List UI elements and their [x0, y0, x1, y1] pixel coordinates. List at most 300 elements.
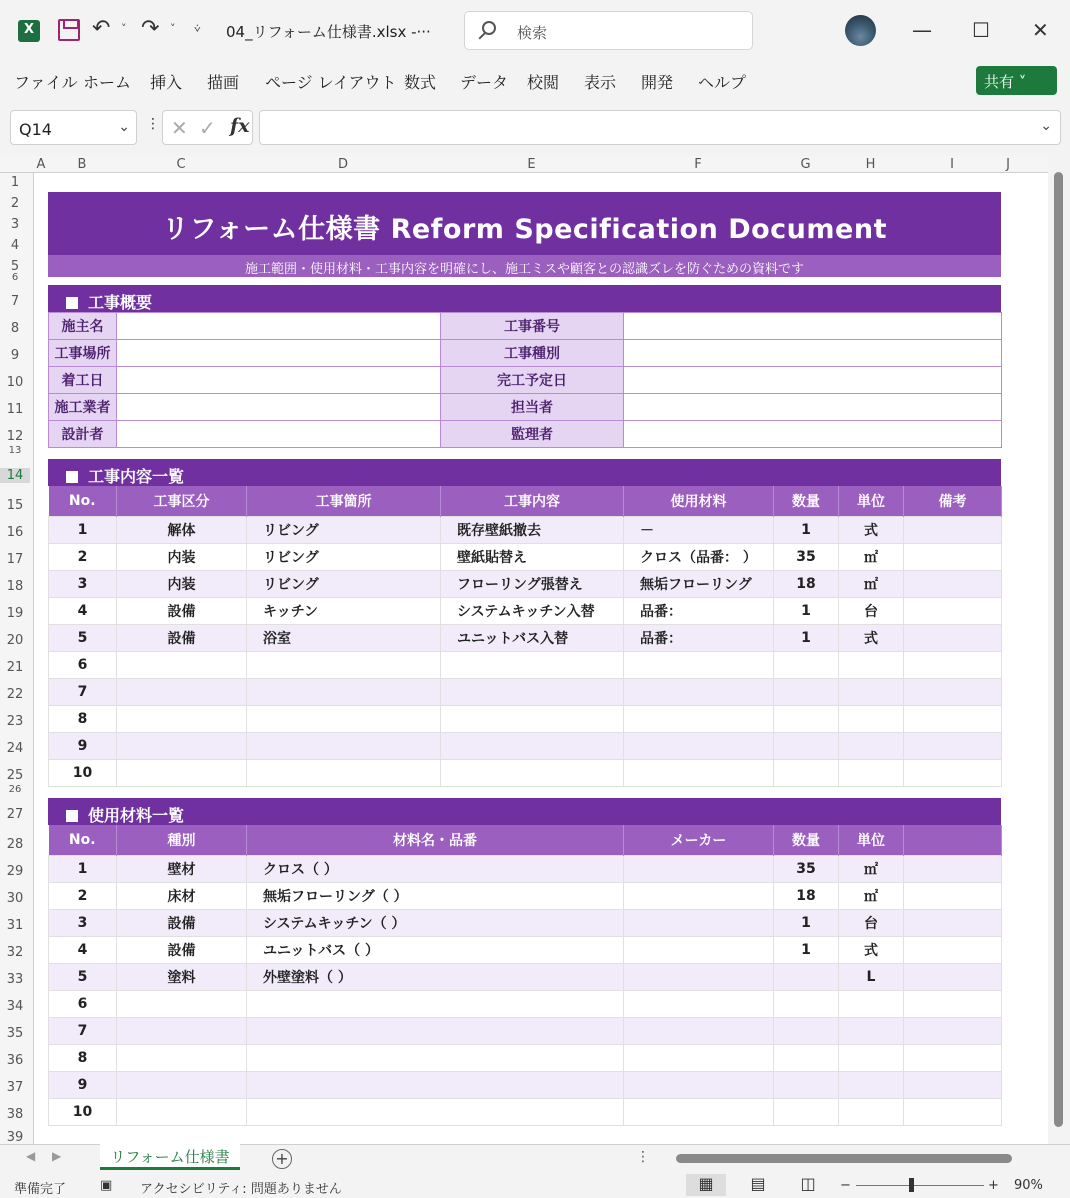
column-header-f[interactable]: F: [694, 157, 702, 172]
horizontal-scrollbar[interactable]: [656, 1150, 1048, 1166]
row-header[interactable]: 31: [6, 918, 24, 933]
works-cell[interactable]: [624, 759, 774, 786]
works-cell[interactable]: [904, 516, 1002, 543]
works-cell[interactable]: ㎡: [839, 543, 904, 570]
materials-cell[interactable]: [904, 1044, 1002, 1071]
works-cell[interactable]: [774, 651, 839, 678]
materials-cell[interactable]: 5: [49, 963, 117, 990]
materials-cell[interactable]: システムキッチン（ ）: [247, 909, 624, 936]
materials-cell[interactable]: [117, 990, 247, 1017]
works-cell[interactable]: [774, 759, 839, 786]
overview-row: [49, 313, 1002, 340]
row-header[interactable]: 32: [6, 945, 24, 960]
row-header[interactable]: 17: [6, 552, 24, 567]
expand-formula-icon[interactable]: ⌄: [1040, 118, 1052, 134]
materials-cell[interactable]: 8: [49, 1044, 117, 1071]
formula-bar: [0, 100, 1070, 156]
row-header[interactable]: 26: [8, 784, 22, 795]
menu-formulas[interactable]: 数式: [404, 73, 437, 92]
name-box[interactable]: [10, 110, 137, 145]
normal-view-icon[interactable]: ▦: [686, 1174, 726, 1196]
materials-cell[interactable]: [247, 1071, 624, 1098]
maximize-button[interactable]: ☐: [972, 18, 990, 42]
materials-cell[interactable]: 6: [49, 990, 117, 1017]
works-cell[interactable]: 設備: [117, 624, 247, 651]
works-cell[interactable]: 解体: [117, 516, 247, 543]
works-cell[interactable]: 台: [839, 597, 904, 624]
materials-cell[interactable]: [904, 1071, 1002, 1098]
table-row: [49, 936, 1002, 963]
works-cell[interactable]: [247, 732, 441, 759]
row-header[interactable]: 18: [6, 579, 24, 594]
materials-cell[interactable]: [904, 1017, 1002, 1044]
materials-cell[interactable]: [247, 990, 624, 1017]
materials-cell[interactable]: [774, 1017, 839, 1044]
name-box-value: Q14: [19, 120, 52, 139]
materials-cell[interactable]: [624, 882, 774, 909]
works-cell[interactable]: [441, 678, 624, 705]
works-cell[interactable]: 3: [49, 570, 117, 597]
search-placeholder: 検索: [517, 24, 548, 42]
materials-cell[interactable]: L: [839, 963, 904, 990]
works-cell[interactable]: ユニットバス入替: [441, 624, 624, 651]
share-label: 共有 ˅: [984, 73, 1027, 91]
materials-cell[interactable]: [904, 909, 1002, 936]
row-header[interactable]: 12: [6, 429, 24, 444]
works-column-header: 単位: [839, 486, 904, 516]
overview-value[interactable]: [117, 394, 441, 421]
undo-dropdown-icon[interactable]: ˅: [121, 22, 127, 35]
works-cell[interactable]: システムキッチン入替: [441, 597, 624, 624]
materials-cell[interactable]: [624, 1098, 774, 1125]
materials-cell[interactable]: [624, 909, 774, 936]
overview-label: 施主名: [49, 313, 117, 340]
tab-scroll-right-icon[interactable]: ▶: [52, 1149, 62, 1163]
page-break-view-icon[interactable]: ◫: [800, 1174, 816, 1193]
works-table: [48, 486, 1002, 787]
materials-cell[interactable]: 35: [774, 855, 839, 882]
works-cell[interactable]: [117, 759, 247, 786]
works-cell[interactable]: [839, 678, 904, 705]
works-cell[interactable]: [904, 543, 1002, 570]
materials-cell[interactable]: 塗料: [117, 963, 247, 990]
materials-cell[interactable]: [904, 882, 1002, 909]
row-header[interactable]: 22: [6, 687, 24, 702]
works-cell[interactable]: [247, 651, 441, 678]
materials-cell[interactable]: 9: [49, 1071, 117, 1098]
avatar[interactable]: [845, 15, 876, 46]
works-cell[interactable]: 式: [839, 516, 904, 543]
materials-cell[interactable]: [774, 1044, 839, 1071]
square-bullet-icon: [66, 297, 78, 309]
works-cell[interactable]: [839, 759, 904, 786]
works-cell[interactable]: [839, 732, 904, 759]
row-header[interactable]: 13: [8, 445, 22, 456]
materials-cell[interactable]: [904, 1098, 1002, 1125]
overview-row: [49, 340, 1002, 367]
works-cell[interactable]: [839, 705, 904, 732]
add-sheet-icon[interactable]: +: [272, 1149, 292, 1169]
overview-value[interactable]: [117, 421, 441, 448]
works-column-header: No.: [49, 486, 117, 516]
works-cell[interactable]: [441, 759, 624, 786]
row-header[interactable]: 25: [6, 768, 24, 783]
materials-cell[interactable]: 3: [49, 909, 117, 936]
materials-cell[interactable]: [904, 936, 1002, 963]
materials-cell[interactable]: [624, 1071, 774, 1098]
row-header[interactable]: 8: [10, 321, 20, 336]
works-column-header: 工事区分: [117, 486, 247, 516]
works-cell[interactable]: キッチン: [247, 597, 441, 624]
materials-cell[interactable]: 1: [774, 936, 839, 963]
row-header[interactable]: 6: [11, 272, 19, 283]
materials-cell[interactable]: 1: [49, 855, 117, 882]
works-cell[interactable]: 1: [49, 516, 117, 543]
column-header-a[interactable]: A: [36, 157, 46, 172]
zoom-slider[interactable]: [856, 1185, 984, 1186]
materials-cell[interactable]: クロス（ ）: [247, 855, 624, 882]
row-header[interactable]: 21: [6, 660, 24, 675]
table-row: [49, 1098, 1002, 1125]
menu-review[interactable]: 校閲: [527, 73, 560, 92]
column-header-j[interactable]: J: [1006, 157, 1010, 172]
works-cell[interactable]: [774, 732, 839, 759]
row-header[interactable]: 19: [6, 606, 24, 621]
redo-dropdown-icon[interactable]: ˅: [170, 22, 176, 35]
zoom-in-button[interactable]: +: [988, 1178, 999, 1193]
row-header[interactable]: 27: [6, 807, 24, 822]
row-header[interactable]: 10: [6, 375, 24, 390]
materials-column-header: メーカー: [624, 825, 774, 855]
works-cell[interactable]: [624, 651, 774, 678]
overview-label: 設計者: [49, 421, 117, 448]
materials-cell[interactable]: [247, 1044, 624, 1071]
works-cell[interactable]: [441, 705, 624, 732]
row-header[interactable]: 16: [6, 525, 24, 540]
table-row: [49, 624, 1002, 651]
materials-cell[interactable]: [117, 1098, 247, 1125]
works-cell[interactable]: リビング: [247, 516, 441, 543]
column-header-d[interactable]: D: [337, 157, 348, 172]
works-cell[interactable]: [247, 705, 441, 732]
overview-row: [49, 367, 1002, 394]
menu-data[interactable]: データ: [460, 73, 509, 92]
works-cell[interactable]: [441, 651, 624, 678]
row-header[interactable]: 1: [10, 175, 20, 190]
formula-input[interactable]: [259, 110, 1061, 145]
menu-draw[interactable]: 描画: [207, 73, 240, 92]
menu-insert[interactable]: 挿入: [150, 73, 183, 92]
materials-cell[interactable]: [247, 1098, 624, 1125]
works-cell[interactable]: 設備: [117, 597, 247, 624]
materials-cell[interactable]: [624, 1044, 774, 1071]
materials-cell[interactable]: ㎡: [839, 855, 904, 882]
row-header[interactable]: 33: [6, 972, 24, 987]
section-works-title: 工事内容一覧: [88, 467, 185, 486]
materials-cell[interactable]: [839, 990, 904, 1017]
works-cell[interactable]: 1: [774, 516, 839, 543]
table-row: [49, 543, 1002, 570]
menu-home[interactable]: ホーム: [83, 73, 132, 92]
works-cell[interactable]: [117, 705, 247, 732]
page-layout-view-icon[interactable]: ▤: [750, 1174, 766, 1193]
row-header[interactable]: 30: [6, 891, 24, 906]
materials-cell[interactable]: [904, 855, 1002, 882]
works-cell[interactable]: 内装: [117, 570, 247, 597]
row-header[interactable]: 28: [6, 837, 24, 852]
overview-value[interactable]: [624, 313, 1002, 340]
works-cell[interactable]: [624, 732, 774, 759]
section-materials-title: 使用材料一覧: [88, 806, 185, 825]
menu-developer[interactable]: 開発: [641, 73, 674, 92]
row-header[interactable]: 7: [10, 294, 20, 309]
materials-cell[interactable]: [774, 990, 839, 1017]
materials-cell[interactable]: [839, 1017, 904, 1044]
overview-label: 工事場所: [49, 340, 117, 367]
works-cell[interactable]: リビング: [247, 543, 441, 570]
row-header[interactable]: 15: [6, 498, 24, 513]
overview-row: [49, 394, 1002, 421]
materials-cell[interactable]: [117, 1044, 247, 1071]
cancel-icon[interactable]: ✕: [171, 116, 188, 140]
works-cell[interactable]: 壁紙貼替え: [441, 543, 624, 570]
table-row: [49, 909, 1002, 936]
row-header[interactable]: 9: [10, 348, 20, 363]
works-cell[interactable]: 1: [774, 597, 839, 624]
works-cell[interactable]: [117, 732, 247, 759]
row-header[interactable]: 20: [6, 633, 24, 648]
works-cell[interactable]: クロス（品番： ）: [624, 543, 774, 570]
materials-cell[interactable]: [839, 1071, 904, 1098]
table-row: [49, 1071, 1002, 1098]
materials-cell[interactable]: 台: [839, 909, 904, 936]
column-header-i[interactable]: I: [950, 157, 954, 172]
works-cell[interactable]: [774, 705, 839, 732]
close-button[interactable]: ✕: [1032, 18, 1049, 42]
works-cell[interactable]: [774, 678, 839, 705]
works-cell[interactable]: [904, 651, 1002, 678]
materials-cell[interactable]: 10: [49, 1098, 117, 1125]
macro-record-icon[interactable]: ▣: [100, 1178, 113, 1193]
works-cell[interactable]: 内装: [117, 543, 247, 570]
works-cell[interactable]: [247, 759, 441, 786]
works-cell[interactable]: [117, 651, 247, 678]
works-cell[interactable]: 18: [774, 570, 839, 597]
row-header[interactable]: 5: [10, 259, 20, 274]
materials-cell[interactable]: [624, 990, 774, 1017]
materials-cell[interactable]: 7: [49, 1017, 117, 1044]
table-row: [49, 732, 1002, 759]
works-cell[interactable]: [247, 678, 441, 705]
materials-cell[interactable]: [839, 1044, 904, 1071]
document-sheet: [48, 192, 1001, 1126]
column-header-b[interactable]: B: [77, 157, 87, 172]
materials-cell[interactable]: [624, 963, 774, 990]
overview-value[interactable]: [624, 421, 1002, 448]
section-materials-header: [48, 798, 1001, 825]
materials-cell[interactable]: [839, 1098, 904, 1125]
row-header[interactable]: 37: [6, 1080, 24, 1095]
sheet-tab-active[interactable]: リフォーム仕様書: [100, 1144, 240, 1170]
menu-page-layout[interactable]: ページ レイアウト: [265, 73, 397, 92]
scrollbar-thumb[interactable]: [1054, 172, 1063, 1127]
search-box[interactable]: [464, 11, 753, 50]
overview-label: 完工予定日: [441, 367, 624, 394]
overview-label: 工事種別: [441, 340, 624, 367]
zoom-level[interactable]: 90%: [1014, 1178, 1043, 1193]
customize-toolbar-icon[interactable]: ⩒: [194, 22, 201, 35]
column-header-h[interactable]: H: [865, 157, 876, 172]
materials-cell[interactable]: 18: [774, 882, 839, 909]
overview-value[interactable]: [117, 340, 441, 367]
works-cell[interactable]: [117, 678, 247, 705]
row-header[interactable]: 29: [6, 864, 24, 879]
works-cell[interactable]: 5: [49, 624, 117, 651]
works-cell[interactable]: 1: [774, 624, 839, 651]
tab-scroll-left-icon[interactable]: ◀: [26, 1149, 36, 1163]
materials-cell[interactable]: [624, 1017, 774, 1044]
works-cell[interactable]: 浴室: [247, 624, 441, 651]
works-cell[interactable]: －: [624, 516, 774, 543]
works-cell[interactable]: 無垢フローリング: [624, 570, 774, 597]
row-header[interactable]: 36: [6, 1053, 24, 1068]
overview-value[interactable]: [117, 367, 441, 394]
works-cell[interactable]: ㎡: [839, 570, 904, 597]
redo-icon[interactable]: ↷: [141, 16, 160, 41]
works-cell[interactable]: [624, 705, 774, 732]
works-cell[interactable]: [904, 732, 1002, 759]
materials-cell[interactable]: [904, 963, 1002, 990]
materials-cell[interactable]: 1: [774, 909, 839, 936]
works-cell[interactable]: 品番：: [624, 624, 774, 651]
enter-icon[interactable]: ✓: [199, 116, 216, 140]
row-header[interactable]: 23: [6, 714, 24, 729]
overview-value[interactable]: [624, 367, 1002, 394]
materials-column-header: [904, 825, 1002, 855]
materials-cell[interactable]: [247, 1017, 624, 1044]
overview-value[interactable]: [117, 313, 441, 340]
materials-cell[interactable]: [774, 1098, 839, 1125]
row-header[interactable]: 34: [6, 999, 24, 1014]
works-cell[interactable]: [904, 570, 1002, 597]
works-cell[interactable]: [904, 678, 1002, 705]
menu-file[interactable]: ファイル: [14, 73, 78, 92]
share-button[interactable]: [976, 66, 1057, 95]
row-header[interactable]: 24: [6, 741, 24, 756]
zoom-slider-thumb[interactable]: [909, 1178, 914, 1192]
works-cell[interactable]: 35: [774, 543, 839, 570]
insert-function-icon[interactable]: fx: [230, 115, 250, 137]
works-cell[interactable]: 9: [49, 732, 117, 759]
row-header[interactable]: 3: [10, 217, 20, 232]
chevron-down-icon[interactable]: ⌄: [118, 119, 130, 135]
row-header-selected[interactable]: 14: [0, 468, 30, 483]
table-row: [49, 855, 1002, 882]
works-cell[interactable]: リビング: [247, 570, 441, 597]
materials-cell[interactable]: 設備: [117, 909, 247, 936]
materials-cell[interactable]: 壁材: [117, 855, 247, 882]
column-header-g[interactable]: G: [800, 157, 811, 172]
worksheet-grid[interactable]: [0, 156, 1070, 1144]
materials-cell[interactable]: ㎡: [839, 882, 904, 909]
column-header-c[interactable]: C: [176, 157, 186, 172]
works-cell[interactable]: 2: [49, 543, 117, 570]
row-header[interactable]: 11: [6, 402, 24, 417]
works-column-header: 使用材料: [624, 486, 774, 516]
works-cell[interactable]: [441, 732, 624, 759]
overview-value[interactable]: [624, 394, 1002, 421]
menu-help[interactable]: ヘルプ: [698, 73, 747, 92]
materials-cell[interactable]: [117, 1071, 247, 1098]
materials-cell[interactable]: ユニットバス（ ）: [247, 936, 624, 963]
overview-value[interactable]: [624, 340, 1002, 367]
materials-cell[interactable]: 無垢フローリング（ ）: [247, 882, 624, 909]
works-column-header: 工事箇所: [247, 486, 441, 516]
search-icon: [482, 21, 496, 35]
minimize-button[interactable]: —: [912, 18, 932, 42]
row-header[interactable]: 39: [6, 1130, 24, 1144]
materials-cell[interactable]: [624, 936, 774, 963]
more-icon[interactable]: ⋮: [636, 1149, 650, 1165]
works-cell[interactable]: 4: [49, 597, 117, 624]
works-cell[interactable]: [624, 678, 774, 705]
materials-table: [48, 825, 1002, 1126]
more-icon[interactable]: ⋮: [146, 116, 160, 132]
works-cell[interactable]: 既存壁紙撤去: [441, 516, 624, 543]
works-cell[interactable]: 式: [839, 624, 904, 651]
sheet-tab-bar: [0, 1144, 1070, 1172]
row-header[interactable]: 38: [6, 1107, 24, 1122]
materials-cell[interactable]: 4: [49, 936, 117, 963]
materials-cell[interactable]: [774, 963, 839, 990]
row-header[interactable]: 35: [6, 1026, 24, 1041]
works-column-header: 数量: [774, 486, 839, 516]
works-cell[interactable]: 品番：: [624, 597, 774, 624]
save-icon[interactable]: [58, 19, 80, 41]
materials-cell[interactable]: [117, 1017, 247, 1044]
materials-cell[interactable]: [774, 1071, 839, 1098]
works-cell[interactable]: 7: [49, 678, 117, 705]
zoom-out-button[interactable]: −: [840, 1178, 851, 1193]
works-cell[interactable]: [904, 759, 1002, 786]
works-cell[interactable]: [904, 705, 1002, 732]
row-header[interactable]: 4: [10, 238, 20, 253]
works-cell[interactable]: [904, 597, 1002, 624]
menu-view[interactable]: 表示: [584, 73, 617, 92]
works-cell[interactable]: フローリング張替え: [441, 570, 624, 597]
works-cell[interactable]: 8: [49, 705, 117, 732]
table-row: [49, 1017, 1002, 1044]
vertical-scrollbar[interactable]: [1048, 156, 1070, 1144]
undo-icon[interactable]: ↶: [92, 16, 111, 41]
row-header[interactable]: 2: [10, 196, 20, 211]
works-cell[interactable]: [839, 651, 904, 678]
column-header-e[interactable]: E: [527, 157, 536, 172]
materials-cell[interactable]: 式: [839, 936, 904, 963]
accessibility-status[interactable]: アクセシビリティ: 問題ありません: [140, 1182, 342, 1197]
materials-cell[interactable]: 設備: [117, 936, 247, 963]
materials-cell[interactable]: 床材: [117, 882, 247, 909]
materials-cell[interactable]: 2: [49, 882, 117, 909]
materials-cell[interactable]: [904, 990, 1002, 1017]
works-cell[interactable]: [904, 624, 1002, 651]
works-cell[interactable]: 6: [49, 651, 117, 678]
works-cell[interactable]: 10: [49, 759, 117, 786]
scrollbar-thumb[interactable]: [676, 1154, 1012, 1163]
materials-cell[interactable]: 外壁塗料（ ）: [247, 963, 624, 990]
materials-cell[interactable]: [624, 855, 774, 882]
works-header-row: [49, 486, 1002, 516]
